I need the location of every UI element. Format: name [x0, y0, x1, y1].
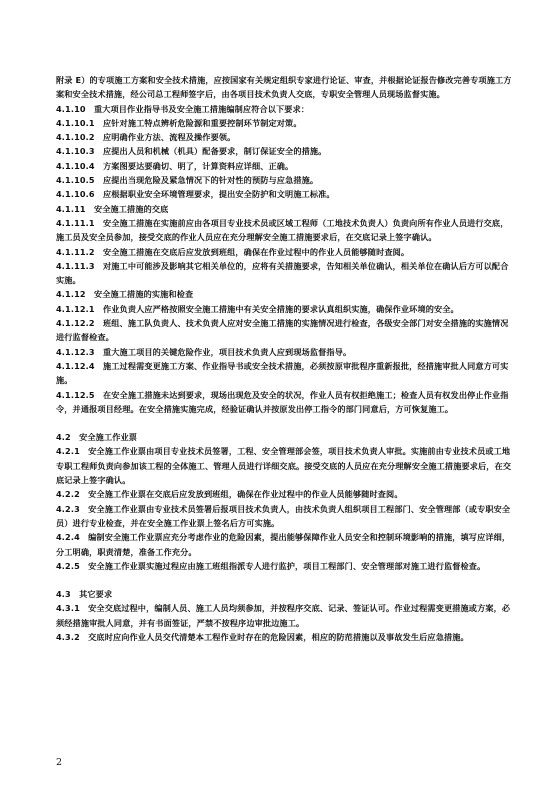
- clause-item: 4.2.4 编制安全施工作业票应充分考虑作业的危险因素，提出能够保障作业人员安全和控制环境影响的措施，填写应详细，分工明确，职责清楚，准备工作充分。: [56, 532, 511, 557]
- clause-item: 4.3.1 安全交底过程中，编制人员、施工人员均须参加，并按程序交底、记录、签证认可。作业过程需变更措施或方案，必须经措施审批人同意，并有书面签证，严禁不按程序边审批边施工。: [56, 603, 511, 628]
- clause-item: 4.1.10.3 应提出人员和机械（机具）配备要求，制订保证安全的措施。: [56, 146, 327, 157]
- section-heading: 4.3 其它要求: [56, 589, 113, 600]
- clause-item: 4.1.10.2 应明确作业方法、流程及操作要领。: [56, 132, 236, 143]
- clause-heading: 4.1.11 安全施工措施的交底: [56, 203, 169, 214]
- clause-item: 4.1.11.1 安全施工措施在实施前应由各项目专业技术员或区域工程师（工地技术负责人）负责向所有作业人员进行交底，施工员及安全员参加，接受交底的作业人员应在充分理解安全施工措施要求后，在交底记录上签字确认。: [56, 217, 509, 243]
- document-body: [56, 73, 516, 644]
- section-spacer: [56, 573, 516, 587]
- clause-item: 4.2.2 安全施工作业票在交底后应发放到班组，确保在作业过程中的作业人员能够随时查阅。: [56, 489, 403, 500]
- clause-heading: 4.1.10 重大项目作业指导书及安全施工措施编制应符合以下要求：: [56, 103, 310, 114]
- clause-item: 4.1.10.5 应提出当现危险及紧急情况下的针对性的预防与应急措施。: [56, 175, 319, 186]
- clause-item: 4.3.2 交底时应向作业人员交代清楚本工程作业时存在的危险因素，相应的防范措施以及事故发生后应急措施。: [56, 631, 469, 642]
- clause-item: 4.1.10.6 应根据职业安全环境管理要求，提出安全防护和文明施工标准。: [56, 189, 335, 200]
- page-number: 2: [56, 757, 63, 768]
- clause-item: 4.2.5 安全施工作业票实施过程应由施工班组指派专人进行监护，项目工程部门、安全管理部对施工进行监督检查。: [56, 560, 486, 571]
- clause-item: 4.1.12.4 施工过程需变更施工方案、作业指导书或安全技术措施，必须按原审批程序重新报批，经措施审批人同意方可实施。: [56, 360, 509, 386]
- clause-item: 4.2.1 安全施工作业票由项目专业技术员签署，工程、安全管理部会签，项目技术负责人审批。实施前由专业技术员或工地专职工程师负责向参加该工程的全体施工、管理人员进行详细交底。接受交底的人员应在充分理解安全施工措施要求后，在交底记录上签字确认。: [56, 446, 512, 486]
- paragraph: 附录 E）的专项施工方案和安全技术措施，应按国家有关规定组织专家进行论证、审查，并根据论证报告修改完善专项施工方案和安全技术措施，经公司总工程师签字后，由各项目技术负责人交底，专职安全管理人员现场监督实施。: [56, 75, 512, 100]
- clause-item: 4.1.11.2 安全施工措施在交底后应发放到班组，确保在作业过程中的作业人员能够随时查阅。: [56, 246, 410, 257]
- clause-item: 4.1.12.1 作业负责人应严格按照安全施工措施中有关安全措施的要求认真组织实施，确保作业环境的安全。: [56, 303, 459, 314]
- clause-item: 4.1.11.3 对施工中可能涉及影响其它相关单位的，应将有关措施要求，告知相关单位确认，相关单位在确认后方可以配合实施。: [56, 260, 509, 286]
- clause-item: 4.1.12.2 班组、施工队负责人、技术负责人应对安全施工措施的实施情况进行检查，各级安全部门对安全措施的实施情况进行监督检查。: [56, 318, 509, 343]
- clause-item: 4.1.10.1 应针对施工特点辨析危险源和重要控制环节制定对策。: [56, 117, 302, 128]
- clause-item: 4.1.10.4 方案图要达要确切、明了，计算资料应详细、正确。: [56, 160, 294, 171]
- clause-item: 4.1.12.3 重大施工项目的关键危险作业，项目技术负责人应到现场监督指导。: [56, 346, 352, 357]
- clause-item: 4.1.12.5 在安全施工措施未达到要求，现场出现危及安全的状况，作业人员有权拒绝施工；检查人员有权发出停止作业指令，并通报项目经理。在安全措施实施完成，经验证确认并按原发出停工指令的部门同意后，方可恢复施工。: [56, 389, 509, 414]
- section-spacer: [56, 416, 516, 430]
- clause-item: 4.2.3 安全施工作业票由专业技术员签署后报项目技术负责人，由技术负责人组织项目工程部门、安全管理部（或专职安全员）进行专业检查，并在安全施工作业票上签名后方可实施。: [56, 503, 511, 528]
- section-heading: 4.2 安全施工作业票: [56, 432, 138, 443]
- clause-heading: 4.1.12 安全施工措施的实施和检查: [56, 289, 194, 300]
